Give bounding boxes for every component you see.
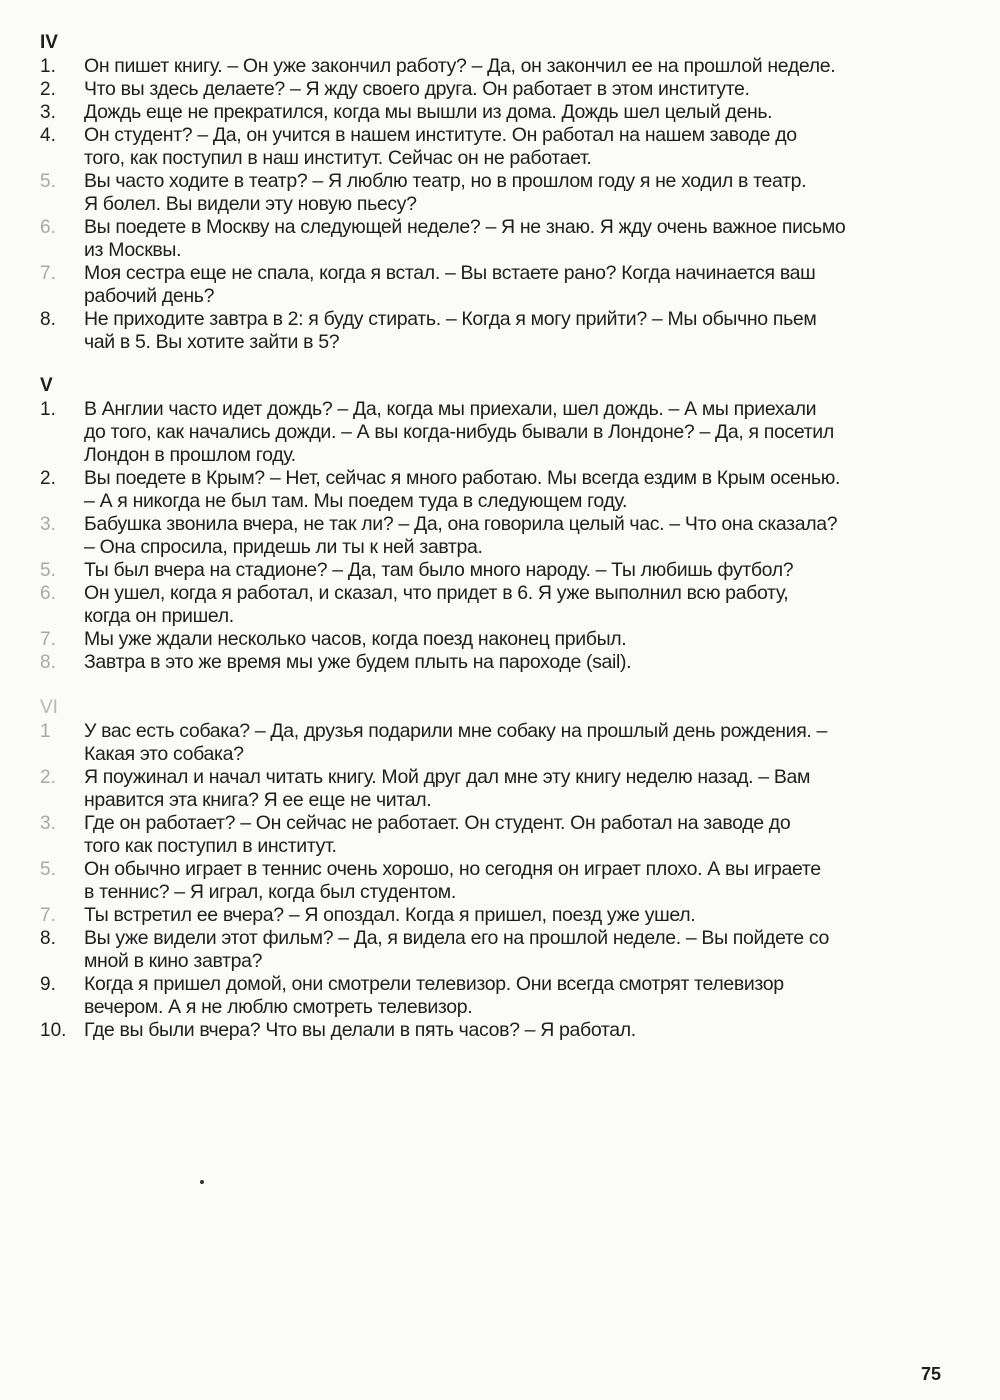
item-number: 1. — [40, 56, 56, 77]
item-number: 7. — [40, 629, 56, 650]
item-text-line: Какая это собака? — [84, 743, 244, 765]
item-text-line: чай в 5. Вы хотите зайти в 5? — [84, 331, 340, 353]
item-text-line: Я поужинал и начал читать книгу. Мой друг дал мне эту книгу неделю назад. – Вам — [84, 766, 811, 788]
page-number: 75 — [921, 1364, 942, 1384]
item-text-line: Что вы здесь делаете? – Я жду своего друга. Он работает в этом институте. — [84, 78, 750, 100]
item-number: 1 — [40, 721, 51, 742]
item-text-line: Дождь еще не прекратился, когда мы вышли из дома. Дождь шел целый день. — [84, 101, 773, 123]
item-text-line: – А я никогда не был там. Мы поедем туда в следующем году. — [84, 490, 628, 512]
item-text-line: Вы поедете в Москву на следующей неделе? – Я не знаю. Я жду очень важное письмо — [84, 216, 846, 238]
list-item — [40, 559, 960, 582]
item-text-line: Где вы были вчера? Что вы делали в пять часов? – Я работал. — [84, 1019, 636, 1041]
item-text-line: Ты был вчера на стадионе? – Да, там было много народу. – Ты любишь футбол? — [84, 559, 794, 581]
list-item — [40, 858, 960, 904]
list-item — [40, 170, 960, 216]
section-title: IV — [40, 32, 58, 53]
list-item — [40, 628, 960, 651]
list-item — [40, 398, 960, 467]
item-text-line: рабочий день? — [84, 285, 215, 307]
section-title: VI — [40, 697, 58, 718]
item-number: 2. — [40, 767, 56, 788]
list-item — [40, 973, 960, 1019]
item-number: 3. — [40, 102, 56, 123]
list-item — [40, 904, 960, 927]
section-vi — [40, 696, 960, 1042]
list-item — [40, 582, 960, 628]
item-number: 10. — [40, 1020, 67, 1041]
item-text-line: Он пишет книгу. – Он уже закончил работу? – Да, он закончил ее на прошлой неделе. — [84, 55, 836, 77]
item-text-line: Мы уже ждали несколько часов, когда поезд наконец прибыл. — [84, 628, 627, 650]
item-number: 5. — [40, 171, 56, 192]
item-text-line: У вас есть собака? – Да, друзья подарили мне собаку на прошлый день рождения. – — [84, 720, 828, 742]
item-text-line: Где он работает? – Он сейчас не работает. Он студент. Он работал на заводе до — [84, 812, 791, 834]
item-number: 8. — [40, 928, 56, 949]
section-title: V — [40, 375, 53, 396]
list-item — [40, 78, 960, 101]
item-number: 5. — [40, 560, 56, 581]
scan-speck — [200, 1180, 204, 1184]
item-number: 6. — [40, 583, 56, 604]
item-text-line: – Она спросила, придешь ли ты к ней завтра. — [84, 536, 483, 558]
item-text-line: до того, как начались дожди. – А вы когда-нибудь бывали в Лондоне? – Да, я посетил — [84, 421, 834, 443]
item-text-line: Завтра в это же время мы уже будем плыть на пароходе (sail). — [84, 651, 632, 673]
list-item — [40, 124, 960, 170]
list-item — [40, 927, 960, 973]
item-text-line: из Москвы. — [84, 239, 182, 261]
item-text-line: Он ушел, когда я работал, и сказал, что придет в 6. Я уже выполнил всю работу, — [84, 582, 789, 604]
item-text-line: когда он пришел. — [84, 605, 234, 627]
item-text-line: того, как поступил в наш институт. Сейчас он не работает. — [84, 147, 592, 169]
item-text-line: мной в кино завтра? — [84, 950, 263, 972]
item-text-line: вечером. А я не люблю смотреть телевизор. — [84, 996, 473, 1018]
list-item — [40, 513, 960, 559]
item-number: 3. — [40, 813, 56, 834]
item-text-line: Ты встретил ее вчера? – Я опоздал. Когда я пришел, поезд уже ушел. — [84, 904, 696, 926]
list-item — [40, 720, 960, 766]
list-item — [40, 101, 960, 124]
item-text-line: Когда я пришел домой, они смотрели телевизор. Они всегда смотрят телевизор — [84, 973, 784, 995]
item-text-line: В Англии часто идет дождь? – Да, когда мы приехали, шел дождь. – А мы приехали — [84, 398, 817, 420]
item-number: 1. — [40, 399, 56, 420]
list-item — [40, 1019, 960, 1042]
item-text-line: Вы уже видели этот фильм? – Да, я видела его на прошлой неделе. – Вы пойдете со — [84, 927, 829, 949]
item-number: 9. — [40, 974, 56, 995]
list-item — [40, 262, 960, 308]
item-number: 3. — [40, 514, 56, 535]
section-v — [40, 374, 960, 674]
list-item — [40, 216, 960, 262]
item-text-line: Не приходите завтра в 2: я буду стирать. – Когда я могу прийти? – Мы обычно пьем — [84, 308, 817, 330]
list-item — [40, 467, 960, 513]
item-text-line: того как поступил в институт. — [84, 835, 337, 857]
item-number: 7. — [40, 263, 56, 284]
list-item — [40, 812, 960, 858]
item-number: 8. — [40, 652, 56, 673]
section-iv — [40, 31, 960, 354]
item-text-line: Бабушка звонила вчера, не так ли? – Да, она говорила целый час. – Что она сказала? — [84, 513, 838, 535]
item-number: 6. — [40, 217, 56, 238]
item-number: 4. — [40, 125, 56, 146]
item-number: 2. — [40, 468, 56, 489]
item-text-line: в теннис? – Я играл, когда был студентом. — [84, 881, 456, 903]
list-item — [40, 651, 960, 674]
item-text-line: Моя сестра еще не спала, когда я встал. – Вы встаете рано? Когда начинается ваш — [84, 262, 816, 284]
item-text-line: Лондон в прошлом году. — [84, 444, 296, 466]
item-text-line: Вы поедете в Крым? – Нет, сейчас я много работаю. Мы всегда ездим в Крым осенью. — [84, 467, 841, 489]
item-number: 7. — [40, 905, 56, 926]
item-number: 5. — [40, 859, 56, 880]
item-text-line: Он обычно играет в теннис очень хорошо, но сегодня он играет плохо. А вы играете — [84, 858, 821, 880]
item-text-line: Он студент? – Да, он учится в нашем институте. Он работал на нашем заводе до — [84, 124, 797, 146]
list-item — [40, 308, 960, 354]
list-item — [40, 766, 960, 812]
item-number: 8. — [40, 309, 56, 330]
list-item — [40, 55, 960, 78]
item-text-line: нравится эта книга? Я ее еще не читал. — [84, 789, 432, 811]
item-number: 2. — [40, 79, 56, 100]
item-text-line: Я болел. Вы видели эту новую пьесу? — [84, 193, 417, 215]
item-text-line: Вы часто ходите в театр? – Я люблю театр, но в прошлом году я не ходил в театр. — [84, 170, 807, 192]
